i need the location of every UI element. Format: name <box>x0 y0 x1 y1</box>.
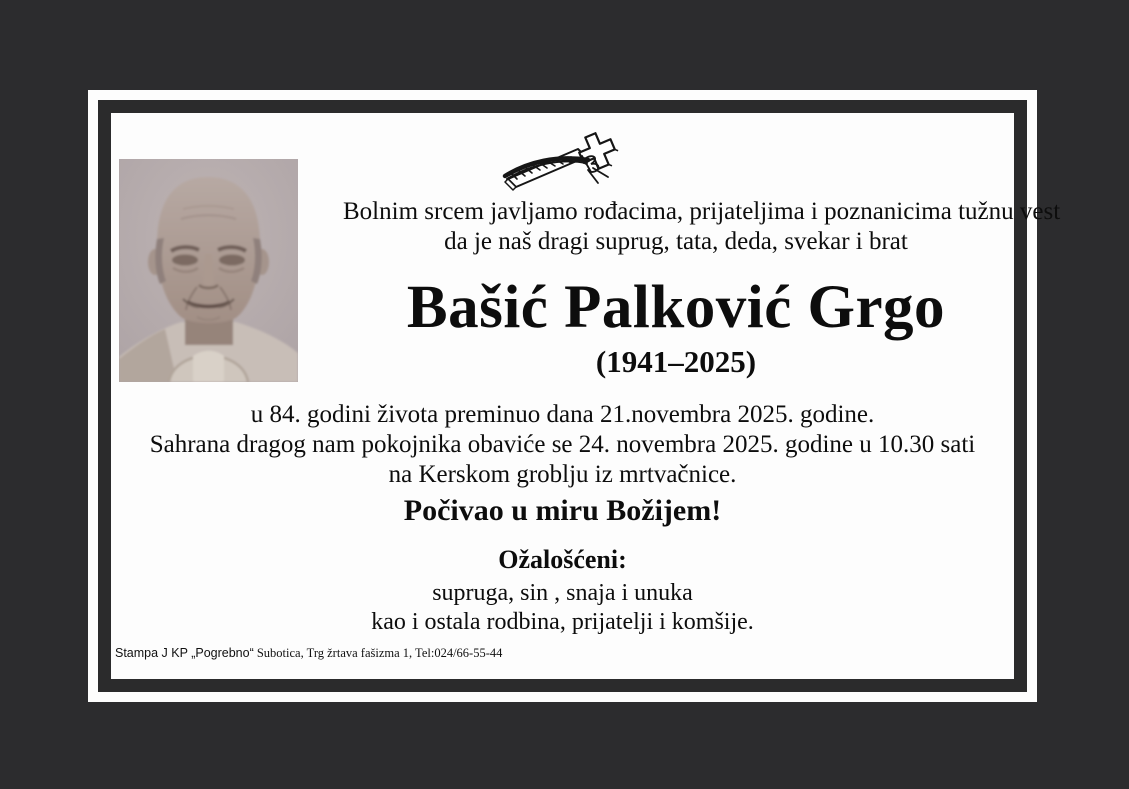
deceased-years: (1941–2025) <box>595 344 757 379</box>
funeral-details-line-3: na Kerskom groblju iz mrtvačnice. <box>388 461 737 488</box>
printer-name: Stampa J KP „Pogrebno“ <box>115 646 254 660</box>
mourners-list <box>111 579 1014 637</box>
printer-address: Subotica, Trg žrtava fašizma 1, Tel:024/66-55-44 <box>253 646 503 660</box>
obituary-card <box>111 113 1061 679</box>
announcement-line-2: da je naš dragi suprug, tata, deda, svekar i brat <box>444 228 908 255</box>
printer-footer <box>115 646 502 661</box>
mourners-line-1: supruga, sin , snaja i unuka <box>432 580 693 606</box>
obituary-border <box>98 100 1061 692</box>
cross-with-palm-branch-icon <box>502 132 624 192</box>
mourners-line-2: kao i ostala rodbina, prijatelji i komšije. <box>371 609 754 635</box>
rest-in-peace-line: Počivao u miru Božijem! <box>403 494 722 527</box>
funeral-details-line-2: Sahrana dragog nam pokojnika obaviće se 24. novembra 2025. godine u 10.30 sati <box>149 431 976 458</box>
announcement-line-1: Bolnim srcem javljamo rođacima, prijateljima i poznanicima tužnu vest <box>343 198 1061 225</box>
announcement-block <box>343 197 1061 379</box>
funeral-details-line-1: u 84. godini života preminuo dana 21.novembra 2025. godine. <box>250 401 875 428</box>
mourners-heading: Ožalošćeni: <box>498 545 627 574</box>
deceased-portrait-photo <box>119 159 298 382</box>
deceased-name: Bašić Palković Grgo <box>406 274 946 341</box>
obituary-outer-frame <box>88 90 1061 702</box>
funeral-details <box>111 400 1014 490</box>
